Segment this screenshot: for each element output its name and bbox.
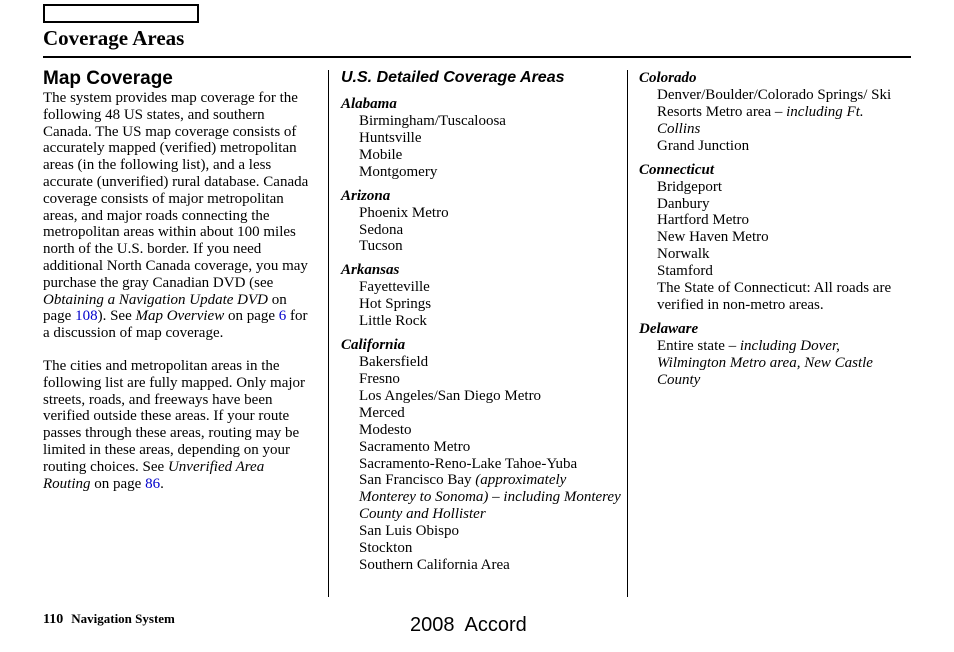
state-heading-california: California	[341, 337, 406, 354]
text-run: The system provides map coverage for the following 48 US states, and southern Canada. The US map coverage consists of accurately mapped (verified) metropolitan areas (in the following list), and a less accurate (unverified) rural database. Canada coverage consists of major metropolitan areas, and major roads connecting the metropolitan areas within about 100 miles north of the U.S. border. If you need additional North Canada coverage, you may purchase the gray Canadian DVD (see	[43, 90, 309, 291]
city-item: Merced	[359, 404, 405, 421]
city-item: Huntsville	[359, 129, 422, 146]
city-item-denver	[657, 87, 909, 138]
city-list-arkansas	[341, 279, 621, 330]
city-item: Bakersfield	[359, 354, 429, 371]
paragraph-fully-mapped	[43, 358, 315, 492]
text-run: on page	[224, 308, 279, 325]
text-run: ). See	[97, 308, 136, 325]
page-footer	[43, 611, 175, 628]
text-run: .	[160, 475, 164, 492]
city-item: Montgomery	[359, 163, 438, 180]
reference-unverified-area-routing: Unverified Area Routing	[43, 458, 265, 492]
state-heading-delaware: Delaware	[639, 320, 699, 337]
model-label: 2008 Accord	[410, 614, 527, 636]
city-item: Grand Junction	[657, 137, 750, 154]
link-page-86[interactable]: 86	[145, 475, 161, 492]
city-item-entire-state	[657, 338, 909, 389]
city-item: Birmingham/Tuscaloosa	[359, 113, 506, 129]
city-item: Norwalk	[657, 246, 710, 263]
link-page-6[interactable]: 6	[278, 308, 287, 325]
city-item: Hot Springs	[359, 296, 432, 313]
text-run: The cities and metropolitan areas in the following list are fully mapped. Only major streets, roads, and freeways have been verified outside these areas. If your route passes through these areas, routing may be limited in these areas, depending on your routing choices. See	[43, 357, 306, 475]
city-item: Stockton	[359, 540, 413, 557]
text-run-italic: (approximately Monterey to Sonoma) – including Monterey County and Hollister	[359, 472, 621, 523]
state-heading-colorado: Colorado	[639, 70, 697, 86]
city-item: Phoenix Metro	[359, 204, 449, 221]
text-run: Entire state –	[657, 337, 740, 354]
city-item: Southern California Area	[359, 556, 510, 573]
text-run: for a discussion of map coverage.	[43, 308, 308, 342]
city-item: Los Angeles/San Diego Metro	[359, 387, 542, 404]
city-item: Tucson	[359, 238, 403, 255]
column-coverage-areas-continued	[639, 70, 909, 389]
section-name: Navigation System	[71, 611, 175, 626]
text-run-italic: including Dover, Wilmington Metro area, New Castle County	[657, 337, 873, 388]
reference-map-overview: Map Overview	[135, 308, 225, 325]
city-item: Fresno	[359, 370, 400, 387]
city-item: Stamford	[657, 263, 713, 280]
city-item: Hartford Metro	[657, 212, 750, 229]
city-list-california	[341, 354, 621, 574]
text-run: Denver/Boulder/Colorado Springs/ Ski Resorts Metro area –	[657, 87, 892, 120]
city-item-san-francisco-bay	[359, 472, 621, 523]
city-list-colorado	[639, 87, 909, 155]
section-heading-map-coverage: Map Coverage	[43, 68, 173, 89]
city-list-arizona	[341, 205, 621, 256]
state-heading-arkansas: Arkansas	[341, 262, 400, 279]
text-run: on page	[43, 291, 287, 325]
state-heading-arizona: Arizona	[341, 187, 391, 204]
city-item: Fayetteville	[359, 279, 430, 296]
city-item: Sacramento-Reno-Lake Tahoe-Yuba	[359, 455, 578, 472]
column-divider-2	[627, 70, 628, 597]
text-run: on page	[90, 475, 146, 492]
page-number: 110	[43, 612, 64, 627]
state-heading-connecticut: Connecticut	[639, 161, 715, 178]
text-run: San Francisco Bay	[359, 472, 476, 489]
city-list-alabama	[341, 113, 621, 181]
city-item: Sacramento Metro	[359, 438, 471, 455]
city-item: Modesto	[359, 421, 412, 438]
city-item: The State of Connecticut: All roads are verified in non-metro areas.	[657, 280, 892, 313]
city-item: San Luis Obispo	[359, 523, 460, 540]
city-list-connecticut	[639, 179, 909, 314]
city-item: Bridgeport	[657, 178, 722, 195]
city-item: Mobile	[359, 146, 403, 163]
city-item: Danbury	[657, 195, 710, 212]
section-heading-us-detailed-coverage: U.S. Detailed Coverage Areas	[341, 69, 565, 86]
header-tab-box	[43, 4, 199, 23]
text-run-italic: including Ft. Collins	[657, 103, 864, 137]
column-divider-1	[328, 70, 329, 597]
state-heading-alabama: Alabama	[341, 96, 397, 112]
column-us-coverage-areas	[341, 68, 621, 574]
page-title: Coverage Areas	[43, 26, 185, 50]
column-map-coverage	[43, 68, 315, 492]
city-item: Sedona	[359, 221, 404, 238]
reference-obtaining-update-dvd: Obtaining a Navigation Update DVD	[43, 291, 268, 308]
link-page-108[interactable]: 108	[75, 308, 98, 325]
city-item: New Haven Metro	[657, 229, 769, 246]
city-list-delaware	[639, 338, 909, 389]
paragraph-coverage-intro	[43, 90, 315, 342]
header-rule	[43, 56, 911, 58]
city-item: Little Rock	[359, 313, 427, 330]
